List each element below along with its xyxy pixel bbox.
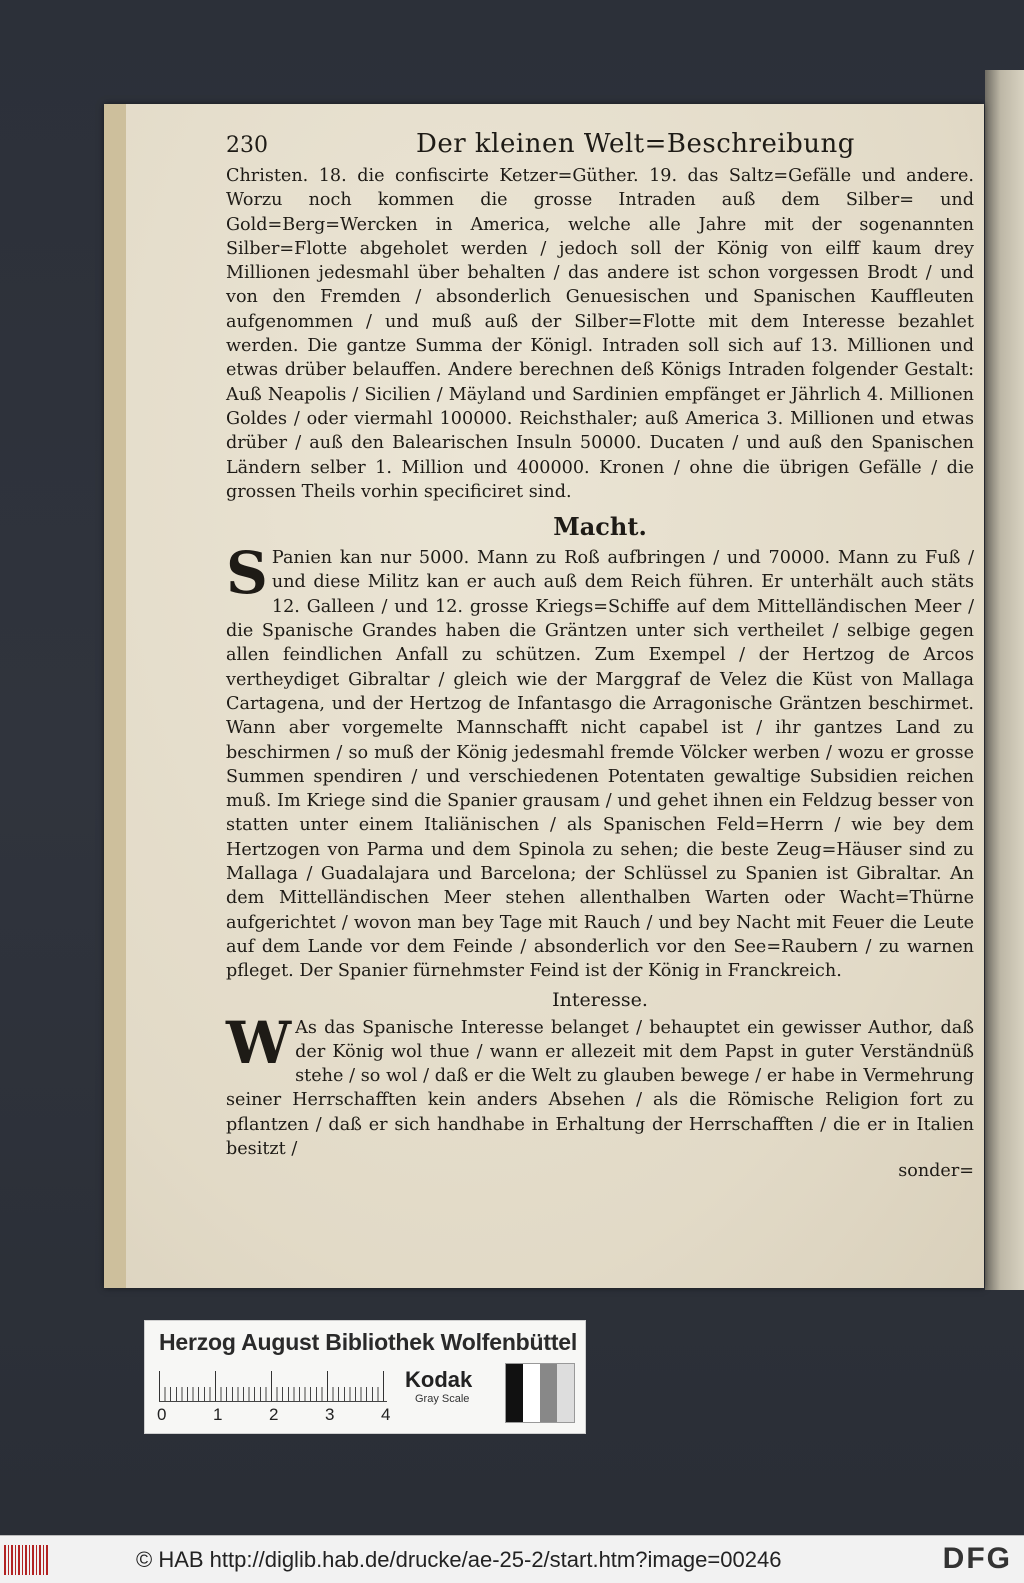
next-page-edge bbox=[985, 70, 1024, 1290]
ruler-major-tick bbox=[271, 1371, 272, 1401]
catchword: sonder= bbox=[898, 1161, 974, 1182]
ruler-major-tick bbox=[383, 1371, 384, 1401]
color-scale-card bbox=[144, 1320, 586, 1434]
page-text bbox=[226, 128, 974, 1184]
footer-bar bbox=[0, 1535, 1024, 1583]
gray-patch bbox=[506, 1364, 523, 1422]
book-page bbox=[104, 104, 984, 1288]
barcode-icon bbox=[4, 1545, 48, 1575]
library-name: Herzog August Bibliothek Wolfenbüttel bbox=[159, 1329, 578, 1355]
ruler-label: 1 bbox=[213, 1405, 223, 1424]
gray-patch bbox=[557, 1364, 574, 1422]
running-title: Der kleinen Welt=Beschreibung bbox=[416, 129, 855, 159]
dfg-logo: DFG bbox=[942, 1542, 1012, 1575]
ruler-major-tick bbox=[327, 1371, 328, 1401]
ruler-major-tick bbox=[215, 1371, 216, 1401]
dropcap-w: W bbox=[226, 1008, 292, 1077]
section-heading-macht: Macht. bbox=[553, 512, 647, 542]
ruler-major-tick bbox=[159, 1371, 160, 1401]
page-number: 230 bbox=[226, 133, 268, 158]
ruler-label: 3 bbox=[325, 1405, 335, 1424]
kodak-logo: Kodak bbox=[405, 1367, 473, 1392]
section-heading-interesse: Interesse. bbox=[552, 988, 648, 1011]
gray-patch bbox=[540, 1364, 557, 1422]
paragraph-macht-text: Panien kan nur 5000. Mann zu Roß aufbringen / und 70000. Mann zu Fuß / und diese Militz kan er auch auß dem Reich führen. Er unterhält auch stäts 12. Galleen / und 12. grosse Kriegs=Schiffe auf dem Mittelländischen Meer / die Spanische Grandes haben die Gräntzen unter sich vertheilet / selbige gegen allen feindlichen Anfall zu schützen. Zum Exempel / der Hertzog de Arcos vertheydiget Gibraltar / gleich wie der Marggraf de Velez die Küst von Mallaga Cartagena, und der Hertzog de Infantasgo die Arragonische Gräntzen beschirmet. Wann aber vorgemelte Mannschafft nicht capabel ist / ihr gantzes Land zu beschirmen / so muß der König jedesmahl fremde Völcker werben / wozu er grosse Summen spendiren / und verschiedenen Potentaten gewaltige Subsidien reichen muß. Im Kriege sind die Spanier grausam / und gehet ihnen ein Feldzug besser von statten unter einem Italiänischen / als Spanischen Feld=Herrn / wie bey dem Hertzogen von Parma und dem Spinola zu sehen; die beste Zeug=Häuser sind zu Mallaga / Guadalajara und Barcelona; der Schlüssel zu Spanien ist Gibraltar. An dem Mittelländischen Meer stehen allenthalben Warten oder Wacht=Thürne aufgerichtet / wovon man bey Tage mit Rauch / und bey Nacht mit Feuer die Leute auf dem Lande vor dem Feinde / absonderlich vor den See=Raubern / zu warnen pfleget. Der Spanier fürnehmster Feind ist der König in Franckreich. bbox=[226, 548, 974, 982]
ruler-labels bbox=[155, 1405, 395, 1427]
ruler-label: 0 bbox=[157, 1405, 167, 1424]
running-head bbox=[226, 128, 974, 162]
gray-scale-patches bbox=[505, 1363, 575, 1423]
kodak-subtitle: Gray Scale bbox=[415, 1393, 470, 1405]
dropcap-s: S bbox=[226, 539, 268, 608]
paragraph-revenues: Christen. 18. die confiscirte Ketzer=Güther. 19. das Saltz=Gefälle und andere. Worzu noch kommen die grosse Intraden auß dem Silber= und Gold=Berg=Wercken in America, welche alle Jahre mit der sogenannten Silber=Flotte abgeholet werden / jedoch soll der König von eilff kaum drey Millionen jedesmahl über behalten / das andere ist schon vorgessen Brodt / und von den Fremden / absonderlich Genuesischen und Spanischen Kauffleuten aufgenommen / und muß auß der Silber=Flotte mit dem Interesse bezahlet werden. Die gantze Summa der Königl. Intraden soll sich auf 13. Millionen und etwas drüber belauffen. Andere berechnen deß Königs Intraden folgender Gestalt: Auß Neapolis / Sicilien / Mäyland und Sardinien empfänget er Jährlich 4. Millionen Goldes / oder viermahl 100000. Reichsthaler; auß America 3. Millionen und etwas drüber / auß den Balearischen Insuln 50000. Ducaten / und auß den Spanischen Ländern selber 1. Million und 400000. Kronen / ohne die übrigen Gefälle / die grossen Theils vorhin specificiret sind. bbox=[226, 166, 974, 502]
paragraph-macht bbox=[226, 539, 974, 983]
copyright-link[interactable]: © HAB http://diglib.hab.de/drucke/ae-25-2/start.htm?image=00246 bbox=[136, 1546, 782, 1572]
gray-patch bbox=[523, 1364, 540, 1422]
ruler-scale bbox=[159, 1371, 387, 1402]
paragraph-interesse-text: As das Spanische Interesse belanget / behauptet ein gewisser Author, daß der König wol thue / wann er allezeit mit dem Papst in guter Verständnüß stehe / so wol / daß er die Welt zu glauben bewege / er habe in Vermehrung seiner Herrschafften kein anders Absehen / als die Römische Religion fort zu pflantzen / daß er sich handhabe in Erhaltung der Herrschafften / die er in Italien besitzt / bbox=[226, 1017, 974, 1159]
ruler-label: 2 bbox=[269, 1405, 279, 1424]
paragraph-interesse bbox=[226, 1008, 974, 1162]
ruler-label: 4 bbox=[381, 1405, 391, 1424]
